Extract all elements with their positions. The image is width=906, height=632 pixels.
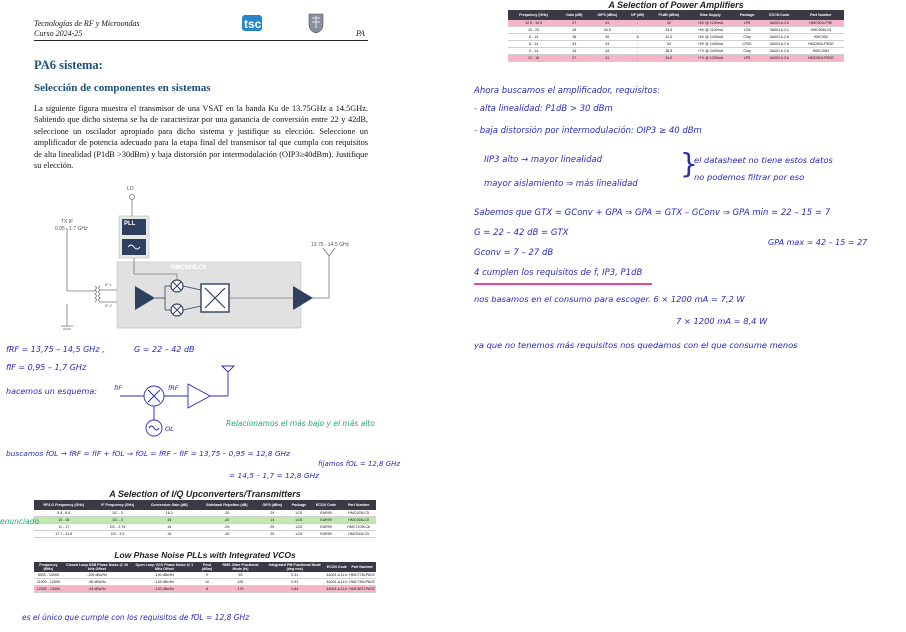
table-cell: -25: [196, 524, 257, 531]
chip-label: HMC924LC5: [171, 265, 207, 271]
table-cell: HMC1083: [798, 48, 844, 55]
column-header: Frequency (GHz): [508, 10, 559, 20]
note-no-data: el datasheet no tiene estos datos: [694, 155, 833, 165]
note-brace: }: [680, 147, 698, 180]
column-header: Bias Supply: [688, 10, 734, 20]
table-row: [34, 517, 376, 524]
sketch-ol: OL: [165, 425, 174, 433]
column-header: Part Number: [348, 562, 376, 572]
table-cell: 34.5: [650, 55, 688, 62]
table-cell: -: [625, 55, 650, 62]
column-header: RF/LO Frequency (GHz): [34, 500, 93, 510]
table-cell: 9 - 14: [508, 48, 559, 55]
table-cell: LC6: [287, 510, 310, 517]
table-cell: -: [625, 48, 650, 55]
note-no-filter: no podemos filtrar por eso: [694, 172, 805, 182]
note-search: buscamos fOL → fRF = fIF + fOL ⇒ fOL = fRF – fIF = 13,75 – 0,95 = 12,8 GHz: [6, 449, 290, 458]
note-fix-fol: fijamos fOL = 12,8 GHz: [318, 460, 401, 468]
table-cell: HMC925LC5: [341, 510, 376, 517]
table-cell: -25: [196, 531, 257, 538]
table-cell: HMC7109LC6: [341, 524, 376, 531]
pink-underline: [474, 283, 652, 285]
table-cell: LC6: [287, 524, 310, 531]
table-cell: 25: [257, 531, 287, 538]
table-cell: -: [625, 20, 650, 27]
problem-statement: La siguiente figura muestra el transmisor de una VSAT en la banda Ku de 13.75GHz a 14.5GHz. Sabiendo que dicho sistema se ha de caracterizar por una ganancia de conversión entre 22 y 42dB, seleccione un oscilador apropiado para dicho sistema y justifique su elección. Seleccione un amplificador de potencia adecuado para la etapa final del transmisor tal que cumpla con requisitos de alta linealidad (P1dB >30dBm) y baja distorsión por intermodulación (OIP3≥40dBm). Justifique su elección.: [34, 104, 368, 171]
table-cell: 36: [559, 34, 589, 41]
table-cell: LC6: [287, 531, 310, 538]
column-header: OIP3 (dBm): [257, 500, 287, 510]
table-cell: 16.3: [142, 510, 196, 517]
note-pa-search: Ahora buscamos el amplificador, requisitos:: [474, 86, 660, 96]
table-cell: -30: [196, 510, 257, 517]
column-header: Part Number: [798, 10, 844, 20]
table-cell: 3A001.b.2.b: [761, 20, 798, 27]
table-cell: DC - 3: [93, 517, 142, 524]
table-cell: 8 - 14: [508, 41, 559, 48]
upconverter-table: [34, 500, 376, 538]
table-row: [508, 34, 844, 41]
column-header: RMS Jitter Fractional Mode (fs): [217, 562, 265, 572]
table-cell: HMC951LP5GE: [798, 55, 844, 62]
course-name: Tecnologías de RF y Microondas: [34, 19, 140, 28]
table-cell: 25: [257, 524, 287, 531]
rf-range-label: 13.75 - 14.5 GHz: [311, 242, 350, 248]
table-cell: HMC815LC5: [341, 531, 376, 538]
column-header: NF (dB): [625, 10, 650, 20]
table-cell: 10: [197, 579, 217, 586]
column-header: Package: [287, 500, 310, 510]
table-cell: HMC906LC6: [798, 27, 844, 34]
table-cell: 15: [142, 531, 196, 538]
table-cell: 33.5: [650, 27, 688, 34]
table-cell: EAR99: [310, 510, 341, 517]
section-heading: Selección de componentes en sistemas: [34, 82, 211, 94]
table-cell: 17.7 - 23.6: [34, 531, 93, 538]
port-if2-label: IF 2: [105, 303, 112, 308]
pll-table-title: Low Phase Noise PLLs with Integrated VCOs: [114, 550, 296, 560]
table-cell: Chip: [733, 48, 761, 55]
table-cell: 31.5: [650, 34, 688, 41]
table-cell: -106 dBc/Hz: [63, 572, 132, 579]
table-cell: 12000 - 13400: [34, 586, 63, 593]
table-row: [508, 55, 844, 62]
column-header: Pout (dBm): [197, 562, 217, 572]
pll-label: PLL: [124, 221, 136, 227]
table-cell: 63: [217, 572, 265, 579]
note-gconv: Gconv = 7 – 27 dB: [474, 248, 554, 258]
table-cell: HMC778LP6CE: [349, 572, 375, 577]
note-relate: Relacionamos el más bajo y el más alto: [226, 419, 375, 428]
table-cell: 14: [257, 517, 287, 524]
table-cell: -: [625, 27, 650, 34]
table-cell: 15: [142, 524, 196, 531]
note-frf: fRF = 13,75 – 14,5 GHz ,: [6, 345, 105, 354]
table-cell: 8: [197, 586, 217, 593]
table-cell: 175: [217, 586, 265, 593]
table-cell: Chip: [733, 34, 761, 41]
column-header: Integrated PM Fractional Mode (deg rms): [264, 562, 325, 572]
table-cell: 43: [589, 41, 625, 48]
table-cell: 3A001.b.2.c: [761, 27, 798, 34]
note-iip3: IIP3 alto → mayor linealidad: [484, 155, 603, 165]
tx-if-range: 0.95 - 1.7 GHz: [55, 226, 88, 232]
table-cell: 43: [589, 48, 625, 55]
table-cell: -132 dBc/Hz: [131, 586, 197, 593]
note-req-oip3: - baja distorsión por intermodulación: OIP3 ≥ 40 dBm: [474, 126, 702, 136]
lo-label: LO: [127, 186, 134, 192]
table-cell: HMC901LP5E: [798, 20, 844, 27]
tx-if-label: TX IF: [61, 219, 74, 225]
table-row: [508, 27, 844, 34]
column-header: Gain (dB): [559, 10, 589, 20]
table-cell: 29: [257, 510, 287, 517]
table-cell: -30: [196, 517, 257, 524]
table-cell: 28: [559, 27, 589, 34]
table-cell: 11500 - 12500: [34, 579, 63, 586]
column-header: Package: [733, 10, 761, 20]
logo-text: tscuniovi: [244, 17, 297, 31]
table-cell: LP5: [733, 55, 761, 62]
table-cell: 41: [589, 55, 625, 62]
table-cell: 0.84: [264, 586, 325, 593]
note-consumption: nos basamos en el consumo para escoger. 6 × 1200 mA = 7,2 W: [474, 294, 745, 304]
table-cell: 45: [589, 34, 625, 41]
upconv-table-title: A Selection of I/Q Upconverters/Transmitters: [109, 489, 301, 499]
exercise-title: PA6 sistema:: [34, 58, 103, 72]
table-cell: -96 dBc/Hz: [63, 579, 132, 586]
table-cell: 9: [197, 572, 217, 579]
table-cell: 3A001.b.2.b: [761, 55, 798, 62]
hand-sketch: [110, 364, 250, 444]
table-cell: -94 dBc/Hz: [63, 586, 132, 593]
table-cell: EAR99: [310, 531, 341, 538]
table-cell: 8000 - 10000: [34, 572, 63, 579]
table-cell: 5.5 - 8.6: [34, 510, 93, 517]
table-cell: DC - 2.75: [93, 524, 142, 531]
column-header: Part Number: [341, 500, 376, 510]
column-header: Conversion Gain (dB): [142, 500, 196, 510]
table-cell: EAR99: [310, 517, 341, 524]
table-cell: 10 - 16: [34, 517, 93, 524]
table-cell: HMC783LP6CE: [349, 579, 375, 584]
table-cell: 12 - 16: [508, 55, 559, 62]
note-fif: fIF = 0,95 – 1,7 GHz: [6, 363, 87, 372]
note-gpa-max: GPA max = 42 – 15 = 27: [768, 238, 868, 247]
table-cell: 10 - 20: [508, 27, 559, 34]
table-cell: +6V @ 1100mA: [688, 27, 734, 34]
table-row: [34, 586, 376, 593]
table-cell: -: [625, 41, 650, 48]
table-row: [508, 48, 844, 55]
table-cell: +6V @ 1400mA: [688, 34, 734, 41]
table-cell: DC - 3: [93, 510, 142, 517]
table-cell: +7V @ 1200mA: [688, 55, 734, 62]
table-cell: LC6: [287, 517, 310, 524]
column-header: ECCN Code: [325, 562, 348, 572]
note-only-one: es el único que cumple con los requisitos de fOL = 12,8 GHz: [22, 613, 250, 622]
pa-table-title: A Selection of Power Amplifiers: [608, 0, 744, 10]
note-scheme: hacemos un esquema:: [6, 387, 97, 396]
table-row: [508, 41, 844, 48]
note-gain: G = 22 – 42 dB: [134, 345, 195, 354]
note-gtx: G = 22 – 42 dB = GTX: [474, 228, 569, 238]
table-cell: 41: [589, 20, 625, 27]
note-req-p1db: - alta linealidad: P1dB > 30 dBm: [474, 104, 613, 114]
port-if1-label: IF 1: [105, 282, 112, 287]
table-cell: 32: [650, 20, 688, 27]
table-cell: 181: [217, 579, 265, 586]
note-search-2: = 14,5 – 1,7 = 12,8 GHz: [229, 471, 320, 480]
table-row: [34, 524, 376, 531]
note-consumption-2: 7 × 1200 mA = 8,4 W: [676, 316, 768, 326]
table-cell: 33: [559, 41, 589, 48]
table-cell: +6V @ 1200mA: [688, 20, 734, 27]
table-cell: HMC807LP6CE: [349, 586, 375, 591]
table-cell: 36.5: [650, 48, 688, 55]
column-header: P1dB (dBm): [650, 10, 688, 20]
table-cell: 8 - 14: [508, 34, 559, 41]
table-cell: HMC952LP5GE: [798, 41, 844, 48]
table-cell: +7V @ 2400mA: [688, 48, 734, 55]
table-cell: 34: [559, 48, 589, 55]
table-cell: 8: [625, 34, 650, 41]
note-gain-eq: Sabemos que GTX = GConv + GPA ⇒ GPA = GTX – GConv ⇒ GPA min = 22 – 15 = 7: [474, 208, 831, 218]
page-label: PA: [356, 29, 365, 38]
column-header: Sideband Rejection (dB): [196, 500, 257, 510]
sketch-fif: fIF: [114, 384, 122, 392]
column-header: Closed Loop SSB Phase Noise @ 10 kHz Offset: [63, 562, 132, 572]
table-cell: -140 dBc/Hz: [131, 572, 197, 579]
table-row: [34, 579, 376, 586]
table-cell: LP5G: [733, 41, 761, 48]
table-cell: 3A001.a.11.b: [326, 579, 348, 584]
table-cell: HMC924LC5: [341, 517, 376, 524]
table-cell: HMC952: [798, 34, 844, 41]
table-cell: EAR99: [310, 524, 341, 531]
university-logo: [242, 13, 300, 35]
column-header: OIP3 (dBm): [589, 10, 625, 20]
table-cell: -134 dBc/Hz: [131, 579, 197, 586]
table-cell: DC - 3.5: [93, 531, 142, 538]
table-cell: 0.91: [264, 579, 325, 586]
table-cell: 15: [142, 517, 196, 524]
table-cell: 27: [559, 20, 589, 27]
table-cell: LG6: [733, 27, 761, 34]
university-crest-icon: [308, 12, 324, 34]
note-enunciado: enunciado: [0, 517, 40, 526]
header-rule: [34, 40, 368, 41]
table-cell: 27: [559, 55, 589, 62]
table-cell: 12.5 - 15.5: [508, 20, 559, 27]
table-cell: 34: [650, 41, 688, 48]
table-cell: 3A001.b.2.b: [761, 48, 798, 55]
course-year: Curso 2024-25: [34, 29, 83, 38]
table-row: [34, 531, 376, 538]
column-header: ECCN Code: [310, 500, 341, 510]
note-conclusion: ya que no tenemos más requisitos nos quedamos con el que consume menos: [474, 340, 798, 350]
column-header: IF Frequency (GHz): [93, 500, 142, 510]
table-cell: LP5: [733, 20, 761, 27]
column-header: Frequency (MHz): [34, 562, 63, 572]
table-cell: 3A001.b.2.b: [761, 34, 798, 41]
table-cell: 3A001.a.11.b: [326, 572, 348, 577]
pll-table: [34, 562, 376, 593]
table-cell: +5V @ 1400mA: [688, 41, 734, 48]
table-cell: 3A001.a.11.b: [326, 586, 348, 591]
sketch-frf: fRF: [168, 384, 179, 392]
table-cell: 43.5: [589, 27, 625, 34]
power-amplifier-table: [508, 10, 844, 62]
column-header: ECCN Code: [761, 10, 798, 20]
note-isolation: mayor aislamiento ⇒ más linealidad: [484, 179, 638, 189]
table-cell: 11 - 17: [34, 524, 93, 531]
note-four-meet: 4 cumplen los requisitos de f, IP3, P1dB: [474, 268, 643, 278]
transmitter-block-diagram: [55, 186, 380, 336]
table-cell: 0.31: [264, 572, 325, 579]
table-cell: 3A001.b.2.b: [761, 41, 798, 48]
column-header: Open Loop VCO Phase Noise @ 1 MHz Offset: [131, 562, 197, 572]
